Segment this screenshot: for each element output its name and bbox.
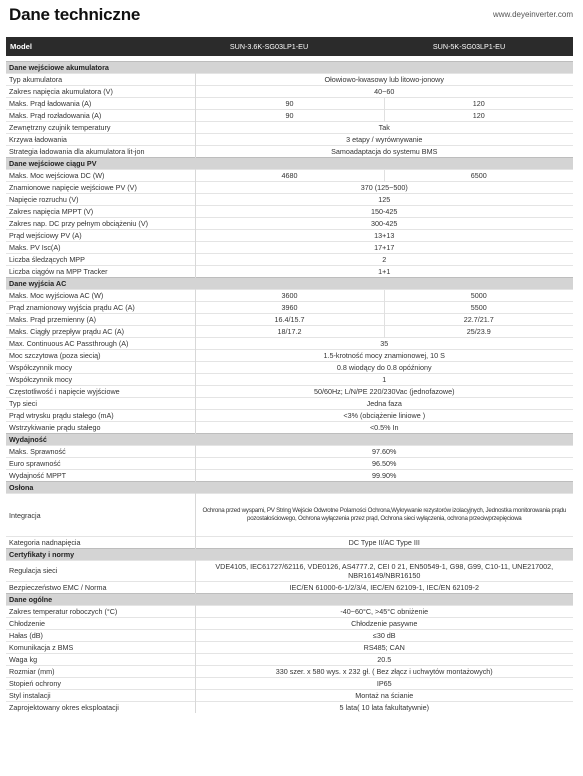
- spec-label: Typ sieci: [6, 398, 195, 410]
- spec-label: Maks. Prąd rozładowania (A): [6, 110, 195, 122]
- spec-label: Maks. Moc wyjściowa AC (W): [6, 290, 195, 302]
- spec-value: VDE4105, IEC61727/62116, VDE0126, AS4777.2, CEI 0 21, EN50549-1, G98, G99, C10-11, UNE217002, NBR16149/NBR16150: [195, 561, 573, 582]
- spec-value: 96.50%: [195, 458, 573, 470]
- spec-label: Częstotliwość i napięcie wyjściowe: [6, 386, 195, 398]
- spec-row: [6, 182, 573, 194]
- spec-row: [6, 242, 573, 254]
- spec-value: 1.5-krotność mocy znamionowej, 10 S: [195, 350, 573, 362]
- spec-value: 17+17: [195, 242, 573, 254]
- spec-value: IP65: [195, 678, 573, 690]
- spec-value: 125: [195, 194, 573, 206]
- spec-row: [6, 134, 573, 146]
- section-header-dane-ogolne: [6, 594, 573, 606]
- spec-row: [6, 606, 573, 618]
- section-title: Dane wejściowe akumulatora: [6, 62, 573, 74]
- spec-value: 300-425: [195, 218, 573, 230]
- spec-row: [6, 374, 573, 386]
- spec-row: [6, 398, 573, 410]
- spec-row: [6, 630, 573, 642]
- spec-row: [6, 690, 573, 702]
- section-title: Dane wyjścia AC: [6, 278, 573, 290]
- spec-value-3-6k: 3960: [195, 302, 384, 314]
- spec-value: Montaż na ścianie: [195, 690, 573, 702]
- spec-row: [6, 666, 573, 678]
- spec-label: Maks. Prąd przemienny (A): [6, 314, 195, 326]
- spec-value: 97.60%: [195, 446, 573, 458]
- model-label: Model: [10, 42, 32, 51]
- spec-label: Krzywa ładowania: [6, 134, 195, 146]
- spec-row: [6, 422, 573, 434]
- spec-label: Zakres temperatur roboczych (°C): [6, 606, 195, 618]
- spec-row: [6, 110, 573, 122]
- page-title: Dane techniczne: [9, 5, 141, 24]
- model-header-row: [6, 37, 573, 56]
- spec-row: [6, 618, 573, 630]
- spec-value-3-6k: 18/17.2: [195, 326, 384, 338]
- spec-row: [6, 561, 573, 582]
- spec-row: [6, 266, 573, 278]
- spec-label: Chłodzenie: [6, 618, 195, 630]
- section-header-dane-wejsciowe-ciagu-pv: [6, 158, 573, 170]
- spec-label: Kategoria nadnapięcia: [6, 537, 195, 549]
- spec-value-5k: 120: [384, 110, 573, 122]
- spec-value: 3 etapy / wyrównywanie: [195, 134, 573, 146]
- spec-label: Integracja: [6, 494, 195, 537]
- spec-value: IEC/EN 61000-6-1/2/3/4, IEC/EN 62109-1, IEC/EN 62109-2: [195, 582, 573, 594]
- spec-label: Wydajność MPPT: [6, 470, 195, 482]
- spec-row: [6, 86, 573, 98]
- spec-value: <3% (obciążenie liniowe ): [195, 410, 573, 422]
- spec-label: Strategia ładowania dla akumulatora lit-jon: [6, 146, 195, 158]
- spec-value: 330 szer. x 580 wys. x 232 gł. ( Bez złącz i uchwytów montażowych): [195, 666, 573, 678]
- spec-label: Maks. Prąd ładowania (A): [6, 98, 195, 110]
- spec-value: <0.5% In: [195, 422, 573, 434]
- spec-label: Liczba ciągów na MPP Tracker: [6, 266, 195, 278]
- spec-value-3-6k: 90: [195, 110, 384, 122]
- spec-label: Moc szczytowa (poza siecią): [6, 350, 195, 362]
- spec-label: Rozmiar (mm): [6, 666, 195, 678]
- spec-row: [6, 302, 573, 314]
- spec-row: [6, 194, 573, 206]
- spec-row: [6, 458, 573, 470]
- spec-row: [6, 146, 573, 158]
- spec-row: [6, 122, 573, 134]
- spec-value: 5 lata( 10 lata fakultatywnie): [195, 702, 573, 714]
- spec-value: RS485; CAN: [195, 642, 573, 654]
- spec-row: [6, 410, 573, 422]
- spec-row: [6, 290, 573, 302]
- spec-value-3-6k: 3600: [195, 290, 384, 302]
- spec-label: Zakres nap. DC przy pełnym obciążeniu (V): [6, 218, 195, 230]
- spec-row: [6, 314, 573, 326]
- section-header-dane-wejsciowe-akumulatora: [6, 62, 573, 74]
- spec-value: 99.90%: [195, 470, 573, 482]
- spec-label: Współczynnik mocy: [6, 374, 195, 386]
- spec-label: Prąd znamionowy wyjścia prądu AC (A): [6, 302, 195, 314]
- spec-label: Styl instalacji: [6, 690, 195, 702]
- spec-value-5k: 6500: [384, 170, 573, 182]
- spec-row: [6, 206, 573, 218]
- section-title: Certyfikaty i normy: [6, 549, 573, 561]
- spec-label: Wstrzykiwanie prądu stałego: [6, 422, 195, 434]
- spec-table: [6, 61, 573, 713]
- spec-row: [6, 350, 573, 362]
- spec-value: Ochrona przed wyspami, PV String Wejście Odwrotne Polarności Ochrona,Wykrywanie rezystorów izolacyjnych, Jednostka monitorowania prądu pozostałościowego, Ochrona wyłączenia przez prąd, Ochrona sieci wyłączenia, ochrona przeciwprzepięciowa: [195, 494, 573, 537]
- spec-row: [6, 678, 573, 690]
- spec-row: [6, 74, 573, 86]
- spec-row: [6, 230, 573, 242]
- spec-value: 40~60: [195, 86, 573, 98]
- section-header-wydajnosc: [6, 434, 573, 446]
- spec-value: 20.5: [195, 654, 573, 666]
- section-title: Osłona: [6, 482, 573, 494]
- model-name-3-6k: SUN-3.6K-SG03LP1-EU: [229, 42, 309, 51]
- spec-label: Liczba śledzących MPP: [6, 254, 195, 266]
- spec-value: 1: [195, 374, 573, 386]
- spec-value: 50/60Hz; L/N/PE 220/230Vac (jednofazowe): [195, 386, 573, 398]
- section-header-oslona: [6, 482, 573, 494]
- spec-label: Komunikacja z BMS: [6, 642, 195, 654]
- spec-label: Zaprojektowany okres eksploatacji: [6, 702, 195, 714]
- spec-row: [6, 218, 573, 230]
- spec-row: [6, 642, 573, 654]
- spec-value-3-6k: 4680: [195, 170, 384, 182]
- spec-label: Bezpieczeństwo EMC / Norma: [6, 582, 195, 594]
- spec-value-3-6k: 90: [195, 98, 384, 110]
- spec-value-5k: 120: [384, 98, 573, 110]
- section-title: Dane wejściowe ciągu PV: [6, 158, 573, 170]
- spec-value: 150-425: [195, 206, 573, 218]
- spec-value: 13+13: [195, 230, 573, 242]
- spec-label: Znamionowe napięcie wejściowe PV (V): [6, 182, 195, 194]
- spec-row: [6, 338, 573, 350]
- spec-value-5k: 5500: [384, 302, 573, 314]
- spec-value: 35: [195, 338, 573, 350]
- website-url[interactable]: www.deyeinverter.com: [492, 10, 573, 19]
- spec-value: Jedna faza: [195, 398, 573, 410]
- spec-row: [6, 494, 573, 537]
- spec-label: Regulacja sieci: [6, 561, 195, 582]
- spec-value: 370 (125~500): [195, 182, 573, 194]
- spec-row: [6, 170, 573, 182]
- section-title: Wydajność: [6, 434, 573, 446]
- spec-value: -40~60°C, >45°C obniżenie: [195, 606, 573, 618]
- spec-label: Zewnętrzny czujnik temperatury: [6, 122, 195, 134]
- spec-label: Maks. Ciągły przepływ prądu AC (A): [6, 326, 195, 338]
- spec-label: Waga kg: [6, 654, 195, 666]
- spec-label: Zakres napięcia MPPT (V): [6, 206, 195, 218]
- spec-value: 1+1: [195, 266, 573, 278]
- spec-row: [6, 446, 573, 458]
- spec-value: Ołowiowo-kwasowy lub litowo-jonowy: [195, 74, 573, 86]
- spec-value: Tak: [195, 122, 573, 134]
- model-name-5k: SUN-5K-SG03LP1-EU: [432, 42, 506, 51]
- spec-row: [6, 362, 573, 374]
- section-title: Dane ogólne: [6, 594, 573, 606]
- spec-value: Chłodzenie pasywne: [195, 618, 573, 630]
- spec-label: Prąd wtrysku prądu stałego (mA): [6, 410, 195, 422]
- spec-label: Maks. Moc wejściowa DC (W): [6, 170, 195, 182]
- spec-value-3-6k: 16.4/15.7: [195, 314, 384, 326]
- spec-value: ≤30 dB: [195, 630, 573, 642]
- spec-value: DC Type II/AC Type III: [195, 537, 573, 549]
- spec-value-5k: 22.7/21.7: [384, 314, 573, 326]
- spec-row: [6, 702, 573, 714]
- spec-row: [6, 470, 573, 482]
- spec-label: Prąd wejściowy PV (A): [6, 230, 195, 242]
- spec-value: Samoadaptacja do systemu BMS: [195, 146, 573, 158]
- spec-row: [6, 326, 573, 338]
- spec-value-5k: 25/23.9: [384, 326, 573, 338]
- spec-row: [6, 386, 573, 398]
- spec-label: Zakres napięcia akumulatora (V): [6, 86, 195, 98]
- spec-label: Napięcie rozruchu (V): [6, 194, 195, 206]
- spec-label: Max. Continuous AC Passthrough (A): [6, 338, 195, 350]
- spec-row: [6, 582, 573, 594]
- section-header-dane-wyjscia-ac: [6, 278, 573, 290]
- spec-label: Maks. PV Isc(A): [6, 242, 195, 254]
- spec-label: Euro sprawność: [6, 458, 195, 470]
- spec-label: Hałas (dB): [6, 630, 195, 642]
- spec-value-5k: 5000: [384, 290, 573, 302]
- spec-label: Współczynnik mocy: [6, 362, 195, 374]
- spec-label: Stopień ochrony: [6, 678, 195, 690]
- spec-row: [6, 537, 573, 549]
- spec-label: Typ akumulatora: [6, 74, 195, 86]
- spec-value: 2: [195, 254, 573, 266]
- spec-row: [6, 254, 573, 266]
- spec-label: Maks. Sprawność: [6, 446, 195, 458]
- spec-row: [6, 98, 573, 110]
- spec-value: 0.8 wiodący do 0.8 opóźniony: [195, 362, 573, 374]
- spec-row: [6, 654, 573, 666]
- section-header-certyfikaty-i-normy: [6, 549, 573, 561]
